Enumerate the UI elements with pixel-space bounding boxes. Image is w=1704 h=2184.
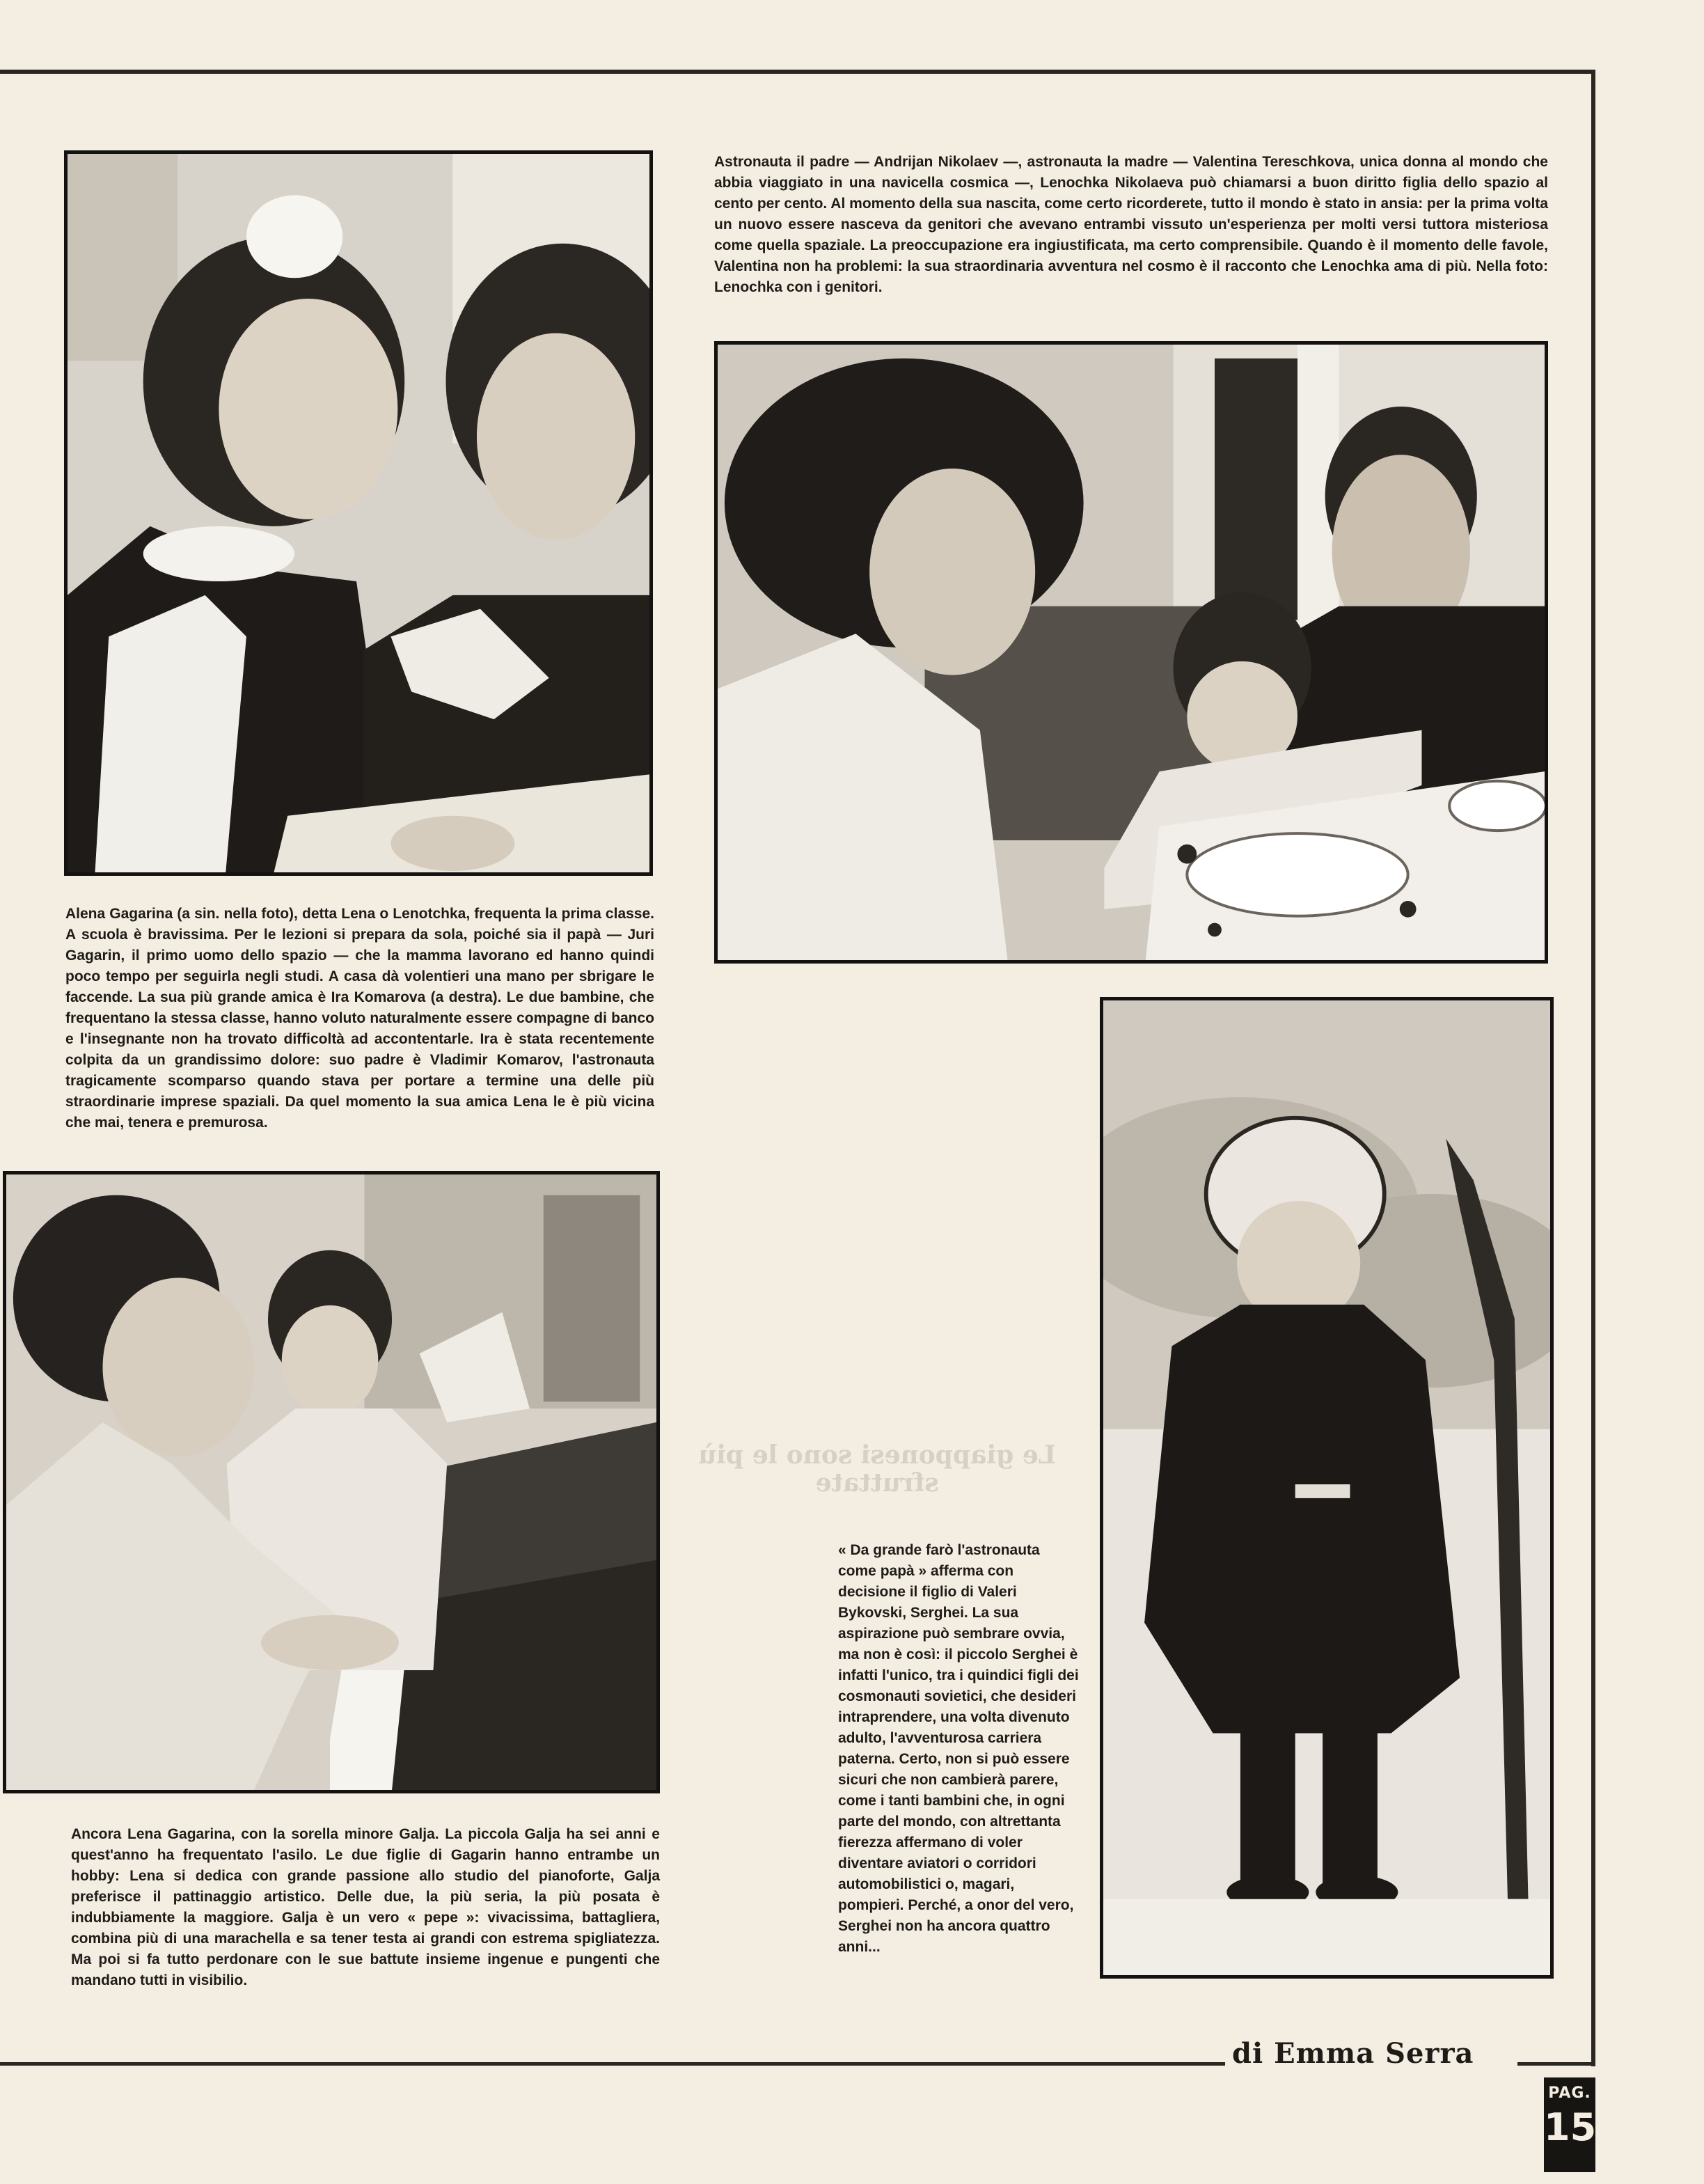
page-number-box [1544, 2077, 1595, 2172]
page-label: PAG. [1548, 2084, 1591, 2102]
caption-gagarina-komarova: Alena Gagarina (a sin. nella foto), detta Lena o Lenotchka, frequenta la prima classe. A scuola è bravissima. Per le lezioni si prepara da sola, poiché sia il papà — Juri Gagarin, il primo uomo dello spazio — che la mamma lavorano ed hanno quindi poco tempo per seguirla negli studi. A casa dà volentieri una mano per sbrigare le faccende. La sua più grande amica è Ira Komarova (a destra). Le due bambine, che frequentano la stessa classe, hanno voluto naturalmente essere compagne di banco e l'insegnante non ha trovato difficoltà ad accontentarle. Ira è stata recentemente colpita da un grandissimo dolore: suo padre è Vladimir Komarov, l'astronauta tragicamente scomparso quando stava per portare a termine una delle più straordinarie imprese spaziali. Da quel momento la sua amica Lena le è più vicina che mai, tenera e premurosa. [65, 906, 654, 1131]
frame-rule-top [0, 70, 1595, 74]
photo-piano [3, 1171, 660, 1793]
photo-serghei [1100, 997, 1554, 1979]
page-number: 15 [1544, 2105, 1597, 2149]
frame-rule-bottom [0, 2062, 1225, 2066]
schoolgirls-image [68, 154, 649, 872]
frame-rule-bottom-end [1517, 2062, 1595, 2066]
caption-nikolaeva: Astronauta il padre — Andrijan Nikolaev —, astronauta la madre — Valentina Tereschkova, unica donna al mondo che abbia viaggiato in una navicella cosmica —, Lenochka Nikolaeva può chiamarsi a buon diritto figlia dello spazio al cento per cento. Al momento della sua nascita, come certo ricorderete, tutto il mondo è stato in ansia: per la prima volta un nuovo essere nasceva da genitori che avevano entrambi vissuto un'esperienza per molti versi tuttora misteriosa come quella spaziale. La preoccupazione era ingiustificata, ma certo comprensibile. Quando è il momento delle favole, Valentina non ha problemi: la sua straordinaria avventura nel cosmo è il racconto che Lenochka ama di più. Nella foto: Lenochka con i genitori. [714, 154, 1548, 295]
show-through-heading: Le giapponesi sono le più sfruttate [698, 1440, 1056, 1498]
frame-rule-right [1591, 70, 1595, 2066]
piano-image [6, 1175, 656, 1790]
nikolaeva-family-image [718, 345, 1545, 960]
caption-galja: Ancora Lena Gagarina, con la sorella minore Galja. La piccola Galja ha sei anni e quest'anno ha frequentato l'asilo. Le due figlie di Gagarin hanno entrambe un hobby: Lena si dedica con grande passione allo studio del pianoforte, Galja preferisce il pattinaggio artistico. Delle due, la più seria, la più posata è indubbiamente la maggiore. Galja è un vero « pepe »: vivacissima, battagliera, combina più di una marachella e sa tener testa ai grandi con estrema spigliatezza. Ma poi si fa tutto perdonare con le sue battute insieme ingenue e pungenti che mandano tutti in visibilio. [71, 1826, 660, 1988]
photo-schoolgirls [64, 150, 653, 876]
caption-serghei: « Da grande farò l'astronauta come papà » afferma con decisione il figlio di Valeri Bykovski, Serghei. La sua aspirazione può sembrare ovvia, ma non è così: il piccolo Serghei è infatti l'unico, tra i quindici figli dei cosmonauti sovietici, che desideri intraprendere, una volta divenuto adulto, l'avventurosa carriera paterna. Certo, non si può essere sicuri che non cambierà parere, come i tanti bambini che, in ogni parte del mondo, con altrettanta fierezza affermano di voler diventare aviatori o corridori automobilistici o, magari, pompieri. Perché, a onor del vero, Serghei non ha ancora quattro anni... [838, 1542, 1079, 1955]
photo-nikolaeva-family [714, 341, 1548, 964]
byline: di Emma Serra [1232, 2037, 1474, 2070]
serghei-image [1103, 1000, 1550, 1975]
